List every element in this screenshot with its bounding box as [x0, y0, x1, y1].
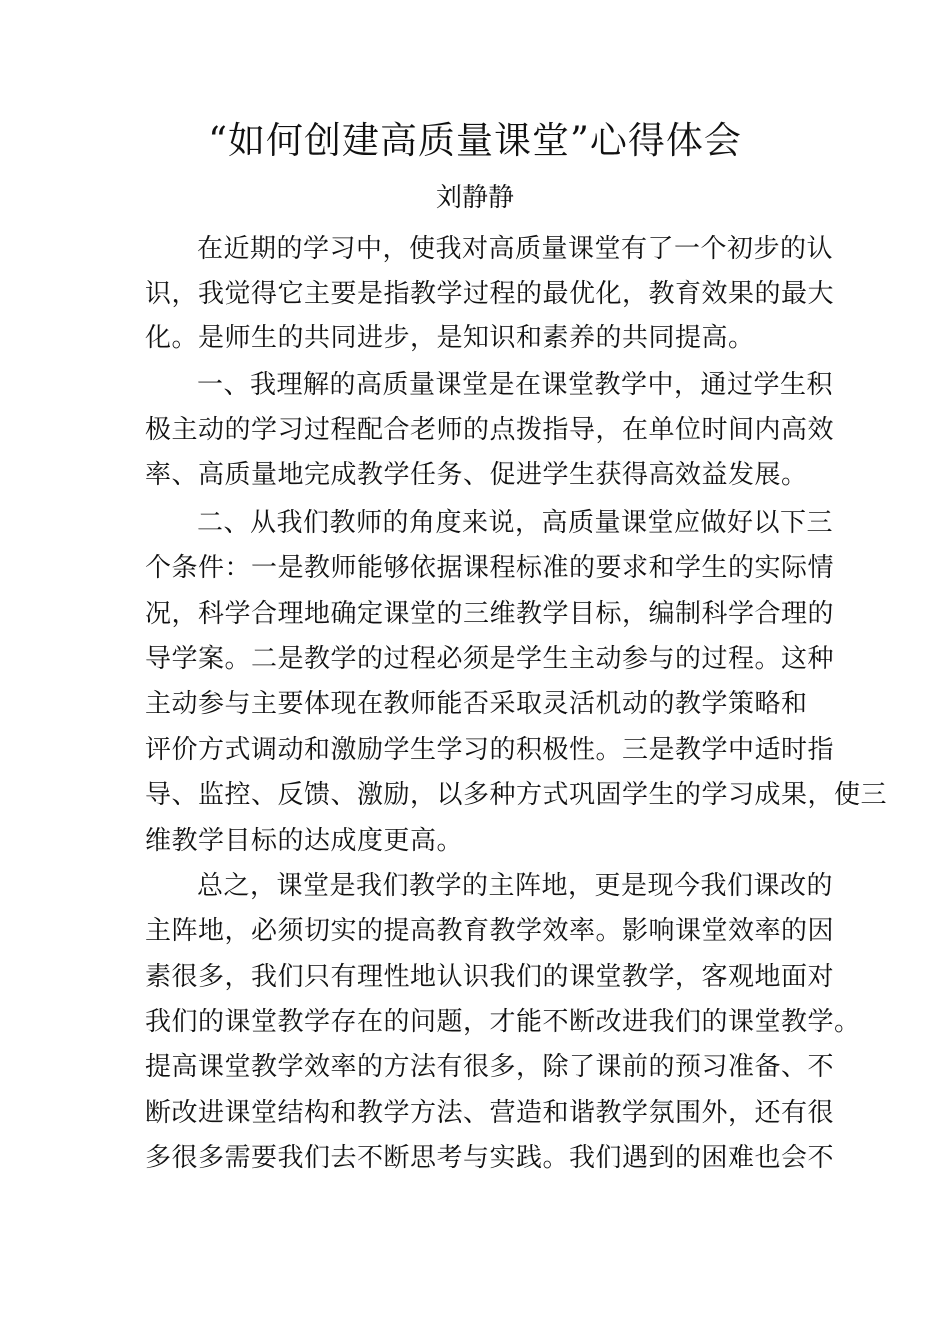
body-line: 一、我理解的高质量课堂是在课堂教学中，通过学生积 — [197, 370, 834, 400]
body-line: 在近期的学习中，使我对高质量课堂有了一个初步的认 — [197, 234, 834, 264]
body-line: 主阵地，必须切实的提高教育教学效率。影响课堂效率的因 — [145, 916, 835, 946]
body-line: 识，我觉得它主要是指教学过程的最优化，教育效果的最大 — [145, 279, 835, 309]
body-line: 维教学目标的达成度更高。 — [145, 826, 464, 856]
document-title: “如何创建高质量课堂”心得体会 — [208, 119, 742, 162]
body-line: 况，科学合理地确定课堂的三维教学目标，编制科学合理的 — [145, 599, 835, 629]
document-author: 刘静静 — [435, 183, 514, 213]
body-line: 多很多需要我们去不断思考与实践。我们遇到的困难也会不 — [145, 1143, 835, 1173]
body-line: 我们的课堂教学存在的问题，才能不断改进我们的课堂教学。 — [145, 1007, 861, 1037]
body-line: 极主动的学习过程配合老师的点拨指导，在单位时间内高效 — [145, 415, 835, 445]
body-line: 导学案。二是教学的过程必须是学生主动参与的过程。这种 — [145, 644, 835, 674]
body-line: 断改进课堂结构和教学方法、营造和谐教学氛围外，还有很 — [145, 1098, 835, 1128]
body-line: 化。是师生的共同进步，是知识和素养的共同提高。 — [145, 323, 755, 353]
body-line: 率、高质量地完成教学任务、促进学生获得高效益发展。 — [145, 460, 808, 490]
body-line: 评价方式调动和激励学生学习的积极性。三是教学中适时指 — [145, 735, 835, 765]
body-line: 总之，课堂是我们教学的主阵地，更是现今我们课改的 — [197, 871, 834, 901]
body-line: 主动参与主要体现在教师能否采取灵活机动的教学策略和 — [145, 689, 808, 719]
body-line: 二、从我们教师的角度来说，高质量课堂应做好以下三 — [197, 508, 834, 538]
body-line: 素很多，我们只有理性地认识我们的课堂教学，客观地面对 — [145, 962, 835, 992]
body-line: 提高课堂教学效率的方法有很多，除了课前的预习准备、不 — [145, 1052, 835, 1082]
body-line: 个条件：一是教师能够依据课程标准的要求和学生的实际情 — [145, 553, 835, 583]
body-line: 导、监控、反馈、激励，以多种方式巩固学生的学习成果，使三 — [145, 780, 888, 810]
